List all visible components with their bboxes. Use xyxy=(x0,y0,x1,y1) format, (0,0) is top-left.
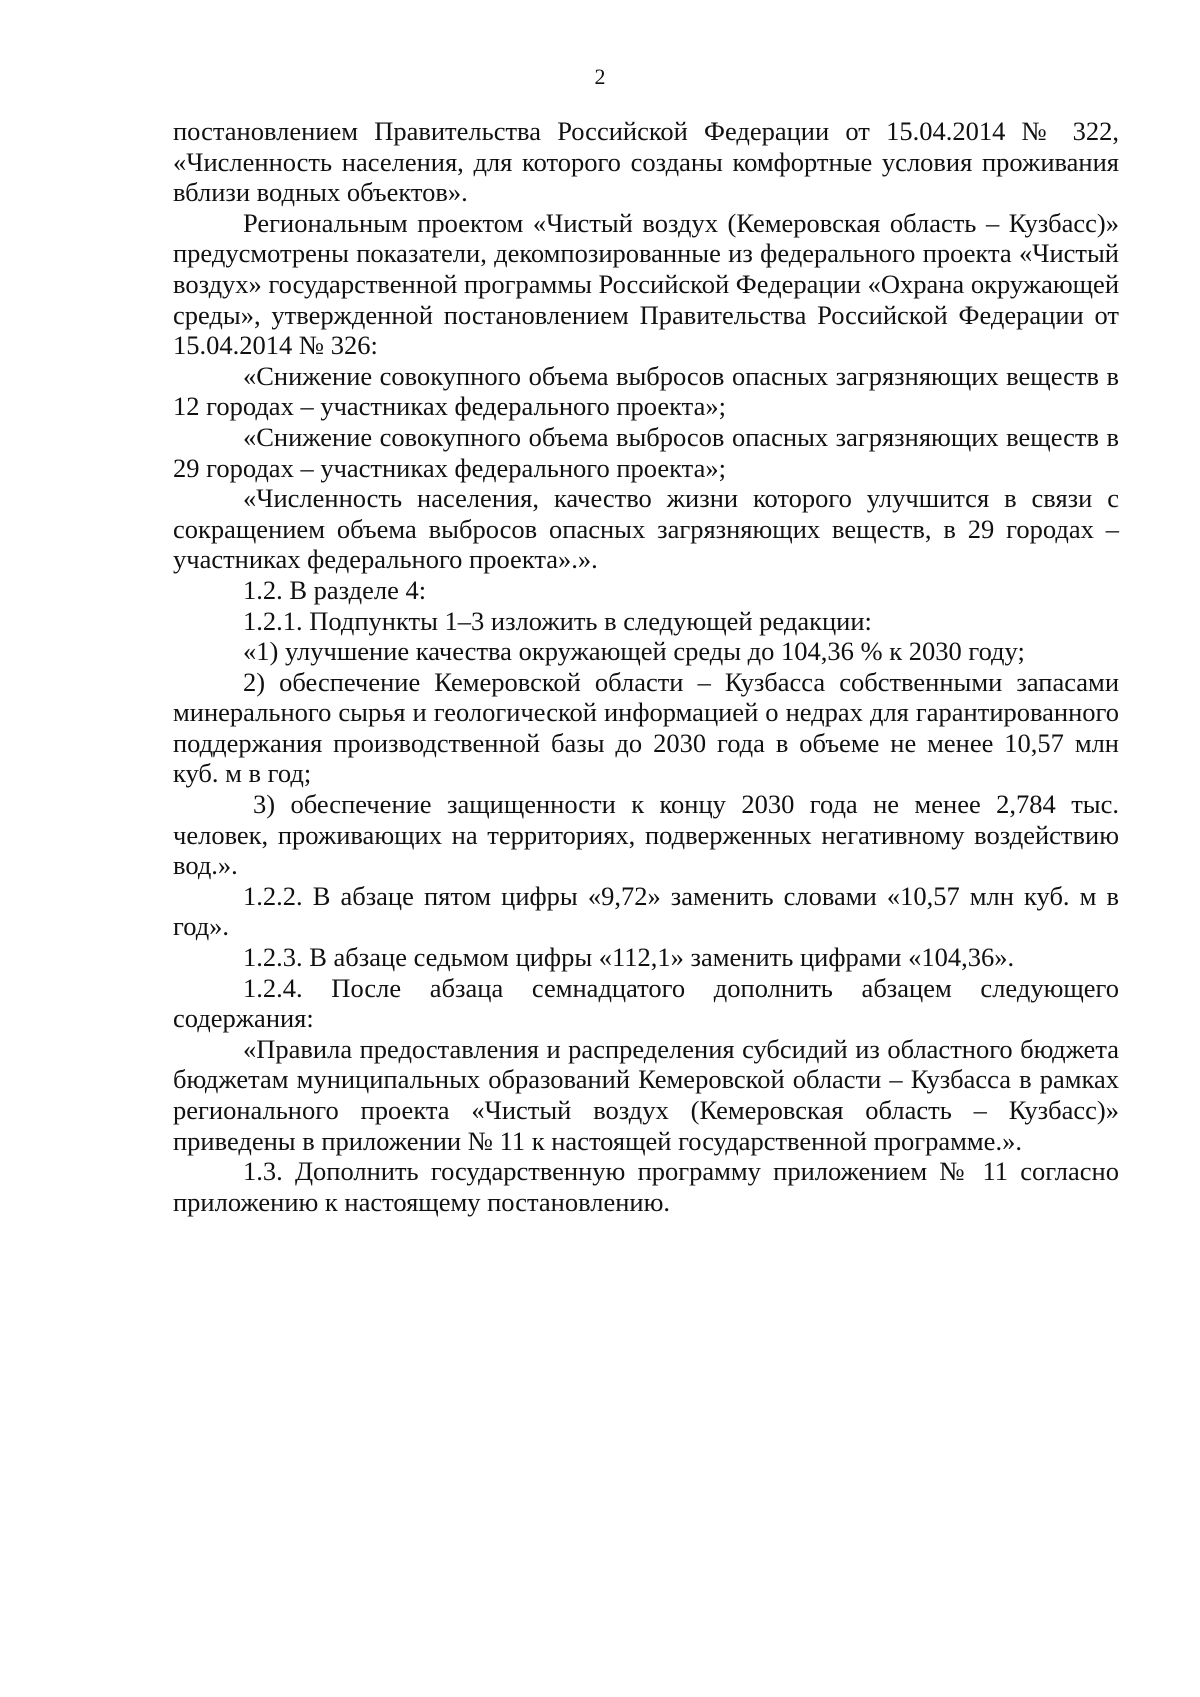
paragraph: 1.2.3. В абзаце седьмом цифры «112,1» заменить цифрами «104,36». xyxy=(243,942,1015,973)
paragraph: 1.2.1. Подпункты 1–3 изложить в следующей редакции: xyxy=(243,605,872,636)
paragraph: «Снижение совокупного объема выбросов опасных загрязняющих веществ в 29 городах – участниках федерального проекта»; xyxy=(173,421,1119,483)
paragraph: Региональным проектом «Чистый воздух (Кемеровская область – Кузбасс)» предусмотрены показатели, декомпозированные из федерального проекта «Чистый воздух» государственной программы Российской Федерации «Охрана окружающей среды», утвержденной постановлением Правительства Российской Федерации от 15.04.2014 № 326: xyxy=(173,207,1119,361)
paragraph: 1.3. Дополнить государственную программу приложением № 11 согласно приложению к настоящему постановлению. xyxy=(173,1156,1119,1217)
document-body xyxy=(173,116,1119,1217)
paragraph: «1) улучшение качества окружающей среды до 104,36 % к 2030 году; xyxy=(243,636,1025,667)
paragraph: «Правила предоставления и распределения субсидий из областного бюджета бюджетам муниципальных образований Кемеровской области – Кузбасса в рамках регионального проекта «Чистый воздух (Кемеровская область – Кузбасс)» приведены в приложении № 11 к настоящей государственной программе.». xyxy=(173,1033,1119,1156)
paragraph: 1.2. В разделе 4: xyxy=(243,574,427,605)
paragraph: 1.2.4. После абзаца семнадцатого дополнить абзацем следующего содержания: xyxy=(173,972,1119,1034)
paragraph: «Снижение совокупного объема выбросов опасных загрязняющих веществ в 12 городах – участниках федерального проекта»; xyxy=(173,360,1119,422)
page-number: 2 xyxy=(594,64,606,89)
paragraph: постановлением Правительства Российской Федерации от 15.04.2014 № 322, «Численность населения, для которого созданы комфортные условия проживания вблизи водных объектов». xyxy=(173,116,1119,208)
paragraph: 1.2.2. В абзаце пятом цифры «9,72» заменить словами «10,57 млн куб. м в год». xyxy=(173,880,1119,942)
paragraph: «Численность населения, качество жизни которого улучшится в связи с сокращением объема выбросов опасных загрязняющих веществ, в 29 городах – участниках федерального проекта».». xyxy=(173,483,1119,575)
paragraph: 2) обеспечение Кемеровской области – Кузбасса собственными запасами минерального сырья и геологической информацией о недрах для гарантированного поддержания производственной базы до 2030 года в объеме не менее 10,57 млн куб. м в год; xyxy=(173,666,1119,789)
paragraph: 3) обеспечение защищенности к концу 2030 года не менее 2,784 тыс. человек, проживающих на территориях, подверженных негативному воздействию вод.». xyxy=(173,789,1119,881)
